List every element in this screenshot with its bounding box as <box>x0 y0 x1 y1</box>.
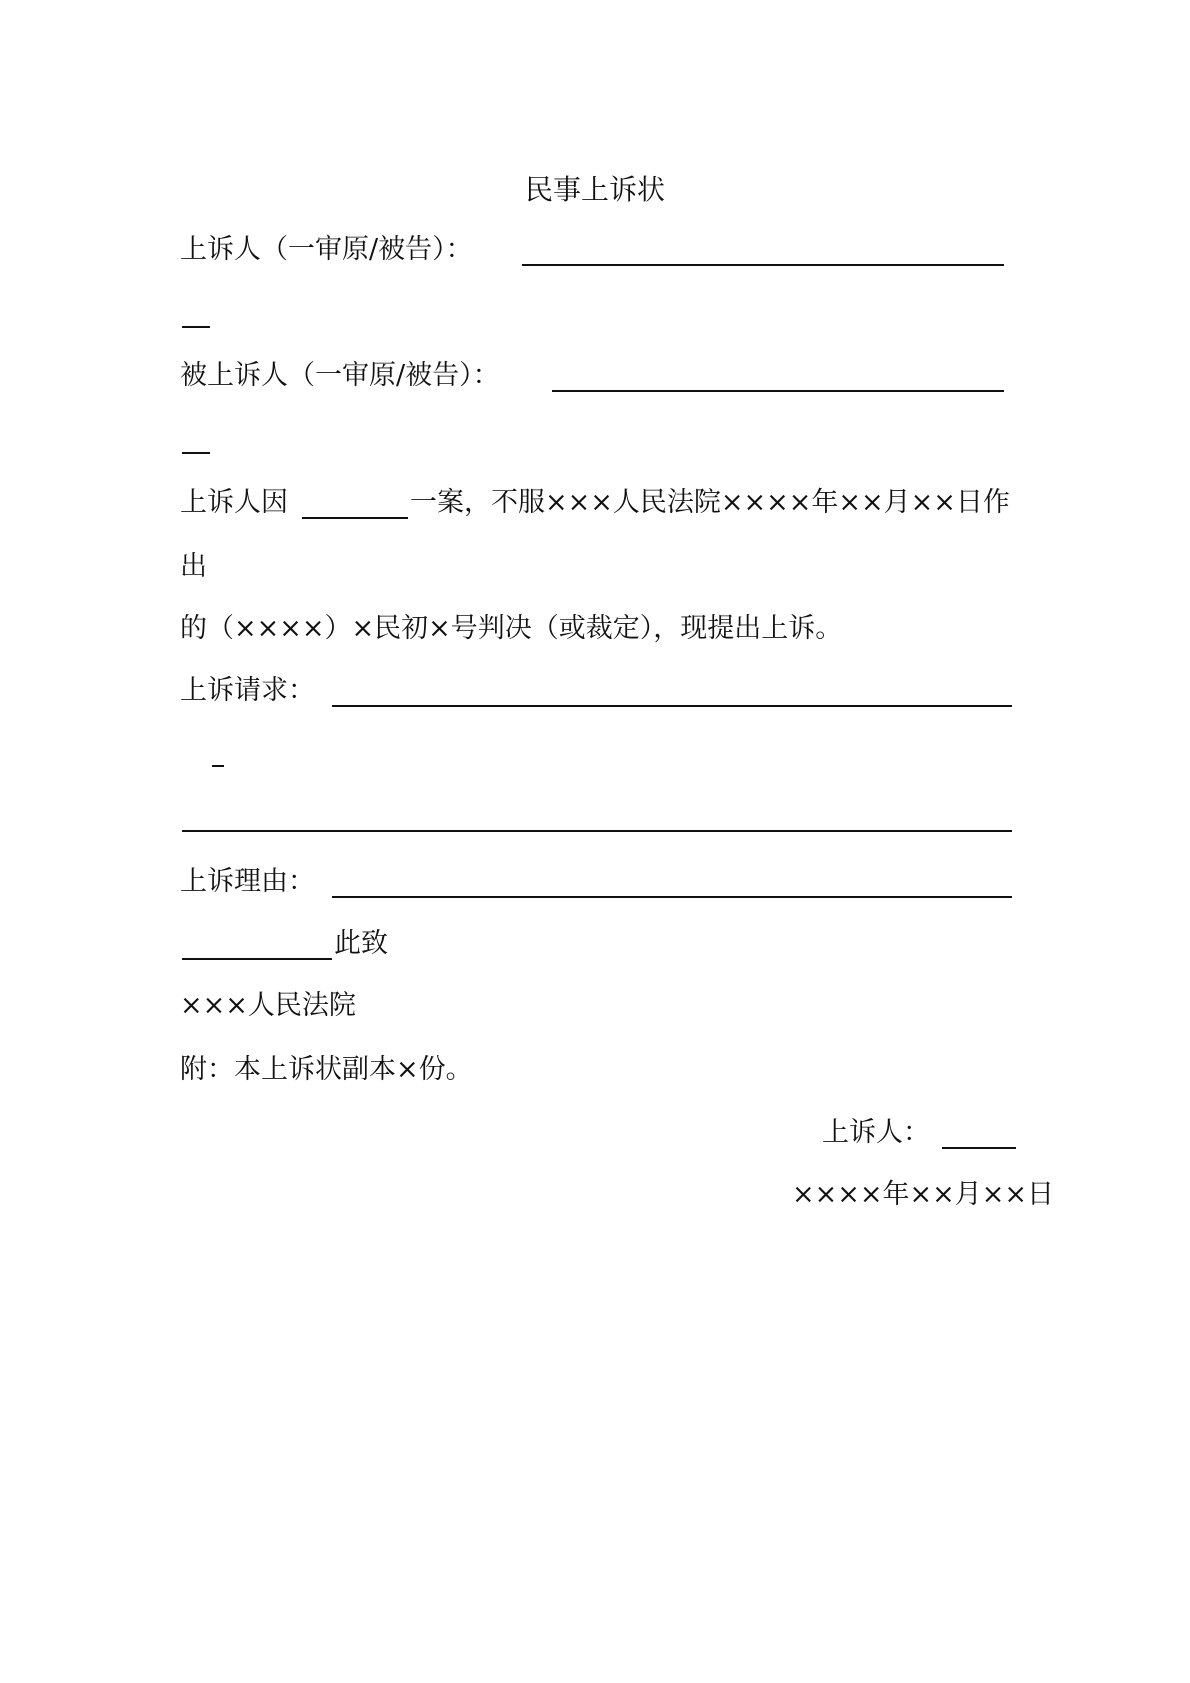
case-line-suffix: 一案，不服×××人民法院××××年××月××日作 <box>410 487 1010 518</box>
attachment-note: 附：本上诉状副本×份。 <box>180 1054 473 1085</box>
appellee-label: 被上诉人（一审原/被告）： <box>180 360 500 391</box>
closing-text: 此致 <box>334 928 388 959</box>
date-text: ××××年××月××日 <box>792 1179 1054 1210</box>
signature-label: 上诉人： <box>822 1117 930 1148</box>
request-fill-line-2[interactable] <box>182 830 1012 832</box>
appellant-fill-line[interactable] <box>522 264 1004 266</box>
appellee-fill-line[interactable] <box>552 390 1004 392</box>
case-line-prefix: 上诉人因 <box>180 487 288 518</box>
reason-fill-line-2[interactable] <box>182 958 332 960</box>
request-label: 上诉请求： <box>180 675 315 706</box>
request-fill-line[interactable] <box>332 705 1012 707</box>
appellant-fill-line-wrap <box>182 326 210 328</box>
signature-fill-line[interactable] <box>942 1147 1016 1149</box>
appellee-fill-line-wrap <box>182 452 210 454</box>
request-fill-line-stub <box>212 765 224 767</box>
court-name: ×××人民法院 <box>180 990 356 1021</box>
case-line-wrap: 出 <box>180 551 207 582</box>
case-name-fill-line[interactable] <box>302 517 408 519</box>
case-line-2: 的（××××）×民初×号判决（或裁定），现提出上诉。 <box>180 613 843 644</box>
document-title: 民事上诉状 <box>524 173 665 206</box>
reason-fill-line[interactable] <box>332 896 1012 898</box>
reason-label: 上诉理由： <box>180 866 315 897</box>
appellant-label: 上诉人（一审原/被告）： <box>180 234 473 265</box>
